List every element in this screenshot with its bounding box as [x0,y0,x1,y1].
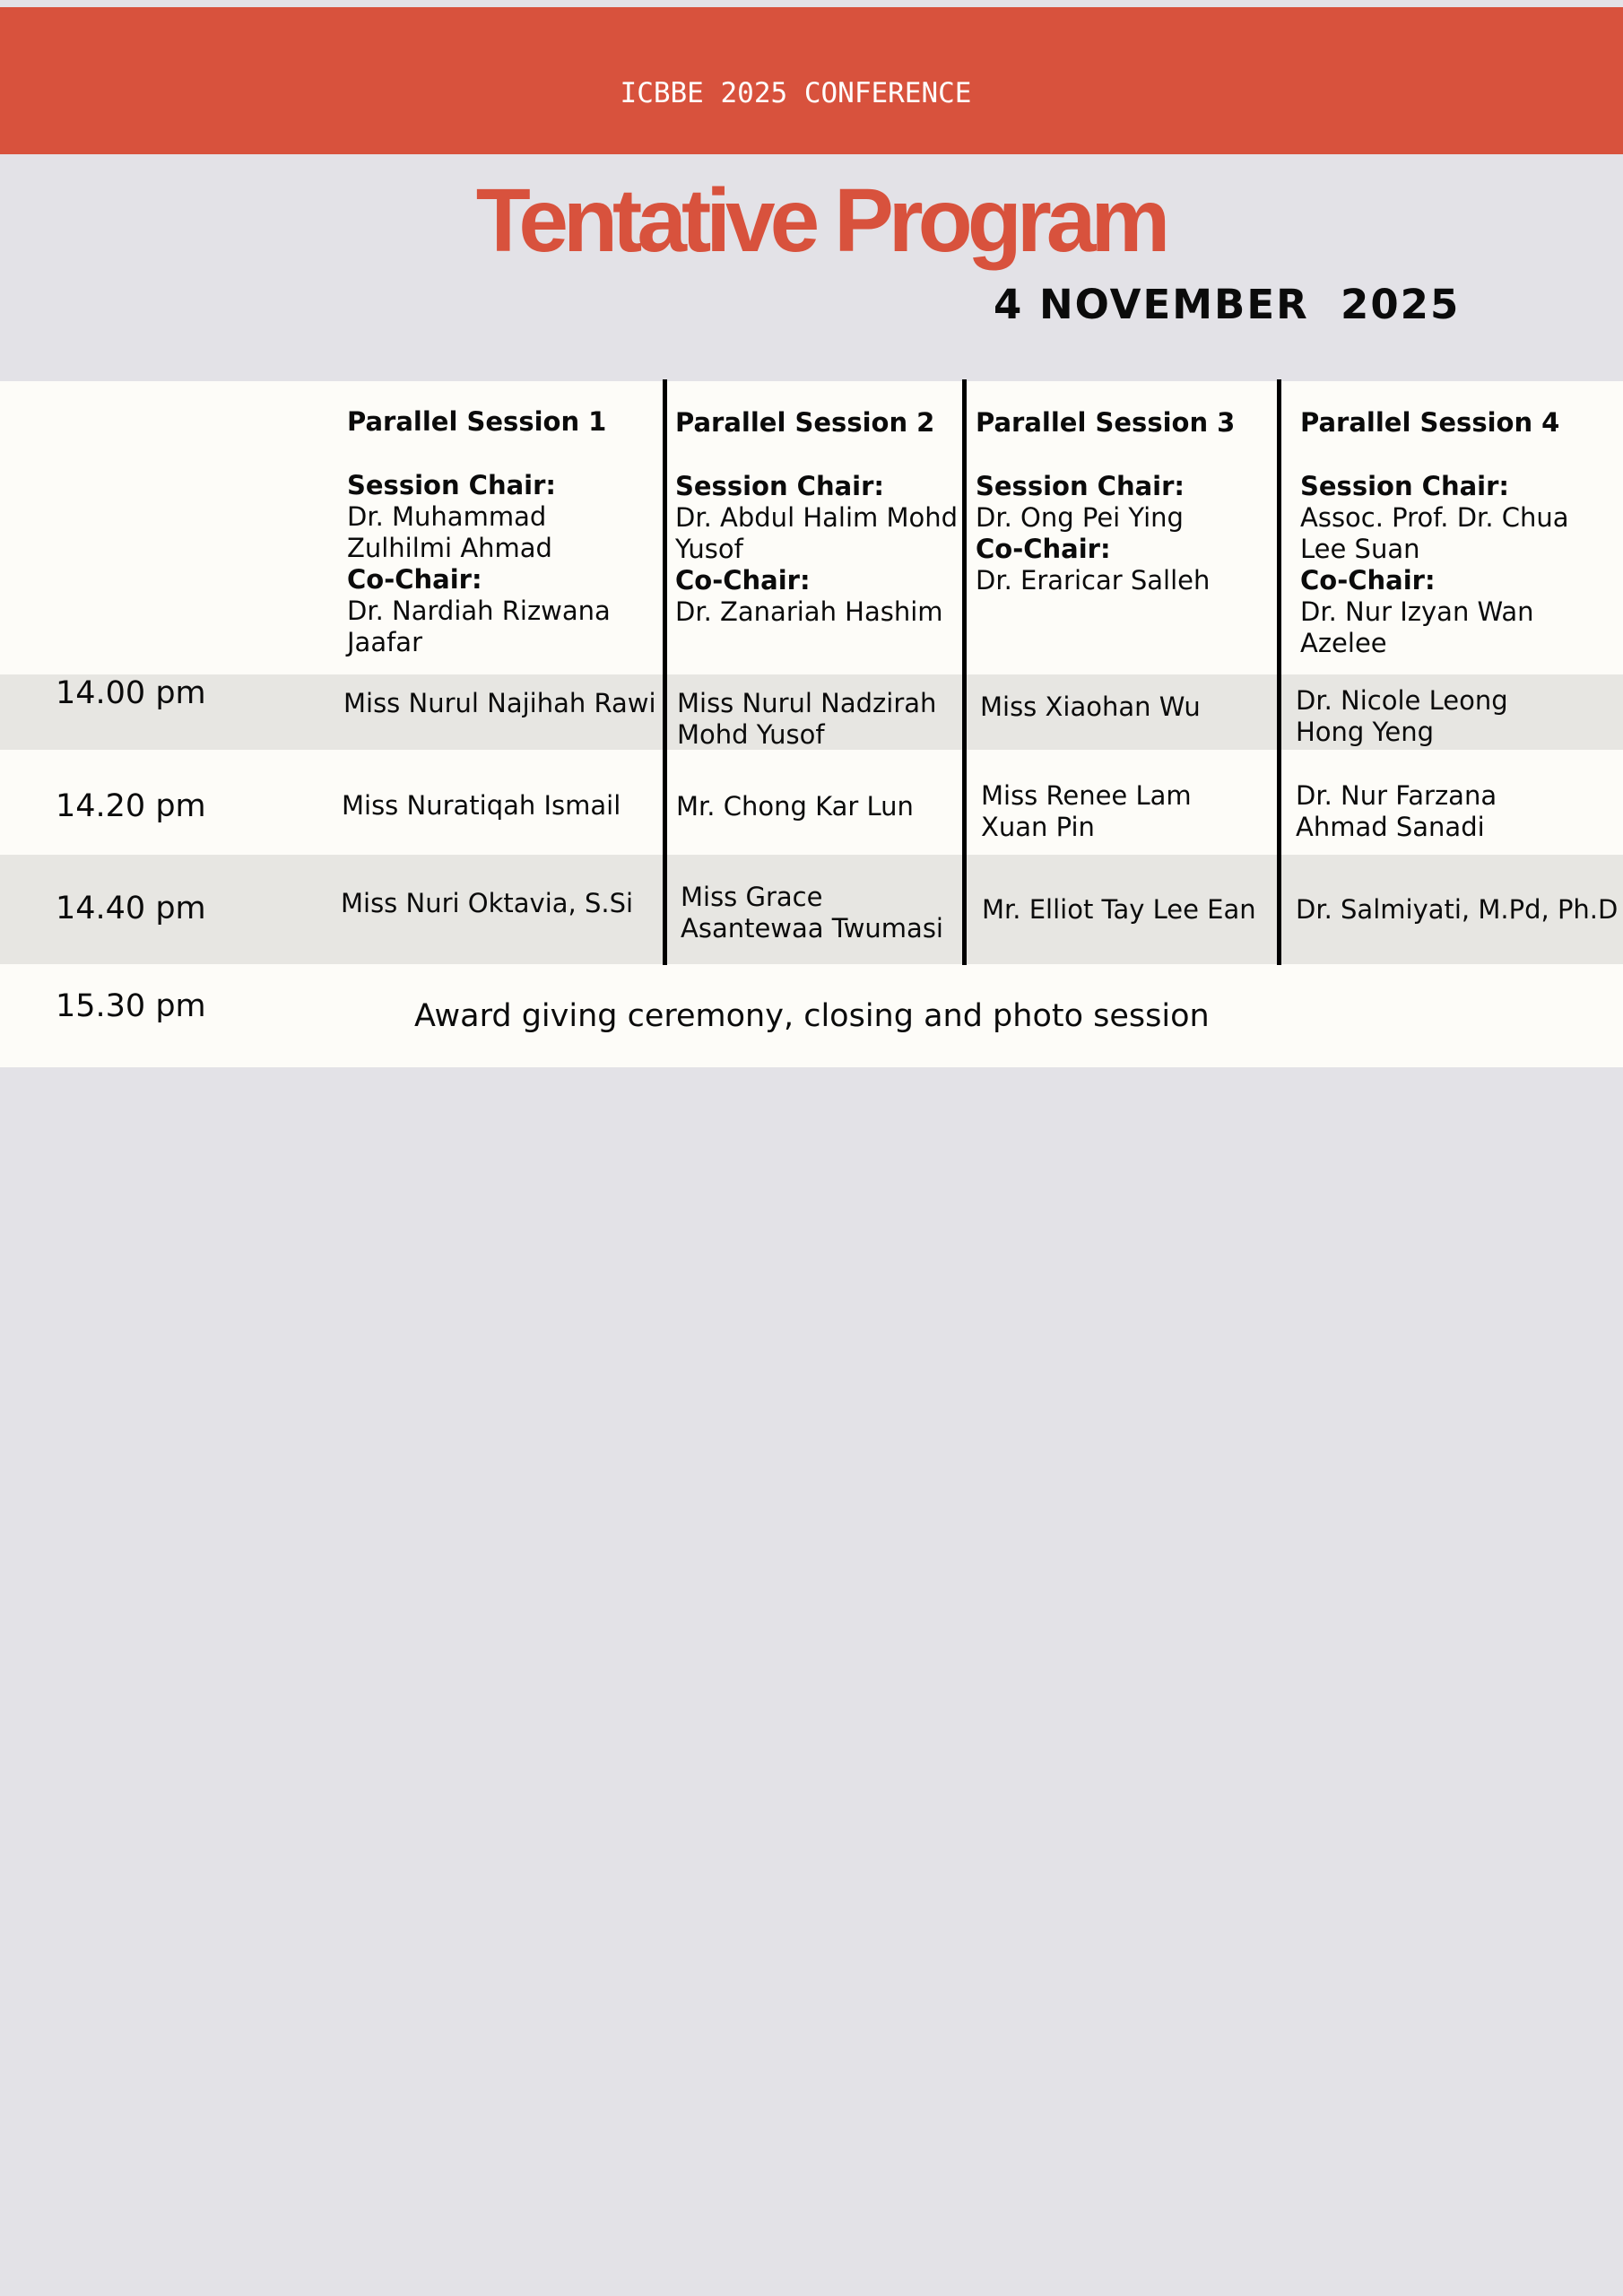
session-4-chair-label: Session Chair: [1300,471,1510,501]
session-4-name: Parallel Session 4 [1300,407,1560,438]
slot-3-time: 14.40 pm [56,891,206,926]
slot-1-session-2-presenter: Miss Nurul Nadzirah Mohd Yusof [677,688,937,750]
session-2-chair: Dr. Abdul Halim Mohd Yusof [675,502,959,564]
slot-2-session-3-presenter: Miss Renee Lam Xuan Pin [981,780,1192,842]
session-3-chair: Dr. Ong Pei Ying [976,502,1184,533]
session-2-chair-label: Session Chair: [675,471,885,501]
session-1-chair: Dr. Muhammad Zulhilmi Ahmad [347,501,552,563]
column-divider [663,379,667,965]
session-1-cochair: Dr. Nardiah Rizwana Jaafar [347,596,611,657]
session-4-cochair-label: Co-Chair: [1300,565,1436,596]
closing-time: 15.30 pm [56,988,206,1024]
session-4-cochair: Dr. Nur Izyan Wan Azelee [1300,596,1534,658]
session-4-chair: Assoc. Prof. Dr. Chua Lee Suan [1300,502,1569,564]
column-divider [1277,379,1281,965]
slot-2-session-1-presenter: Miss Nuratiqah Ismail [342,790,621,821]
program-date: 4 NOVEMBER 2025 [994,281,1461,328]
session-2-cochair-label: Co-Chair: [675,565,811,596]
session-3-cochair-label: Co-Chair: [976,534,1111,564]
slot-1-session-4-presenter: Dr. Nicole Leong Hong Yeng [1296,685,1508,747]
slot-3-session-4-presenter: Dr. Salmiyati, M.Pd, Ph.D [1296,894,1619,925]
session-1-header [347,406,656,658]
slot-1-session-1-presenter: Miss Nurul Najihah Rawi [343,688,656,718]
conference-banner [0,7,1623,154]
slot-2-session-2-presenter: Mr. Chong Kar Lun [676,791,914,822]
slot-1-time: 14.00 pm [56,675,206,711]
slot-3-session-1-presenter: Miss Nuri Oktavia, S.Si [341,888,634,918]
session-1-name: Parallel Session 1 [347,406,607,437]
slot-1-session-3-presenter: Miss Xiaohan Wu [980,691,1201,722]
session-1-cochair-label: Co-Chair: [347,564,482,595]
session-4-header [1300,407,1596,659]
page-title: Tentative Program [475,170,1166,271]
session-2-name: Parallel Session 2 [675,407,935,438]
closing-ceremony-text: Award giving ceremony, closing and photo session [414,998,1210,1034]
session-3-chair-label: Session Chair: [976,471,1185,501]
session-3-header [976,407,1271,596]
session-3-cochair: Dr. Eraricar Salleh [976,565,1211,596]
slot-3-session-2-presenter: Miss Grace Asantewaa Twumasi [681,882,943,944]
slot-2-session-4-presenter: Dr. Nur Farzana Ahmad Sanadi [1296,780,1497,842]
session-2-header [675,407,960,628]
session-2-cochair: Dr. Zanariah Hashim [675,596,943,627]
slot-3-session-3-presenter: Mr. Elliot Tay Lee Ean [982,894,1256,925]
slot-2-time: 14.20 pm [56,788,206,824]
session-3-name: Parallel Session 3 [976,407,1236,438]
conference-name: ICBBE 2025 CONFERENCE [620,77,972,109]
column-divider [962,379,967,965]
session-1-chair-label: Session Chair: [347,470,557,500]
